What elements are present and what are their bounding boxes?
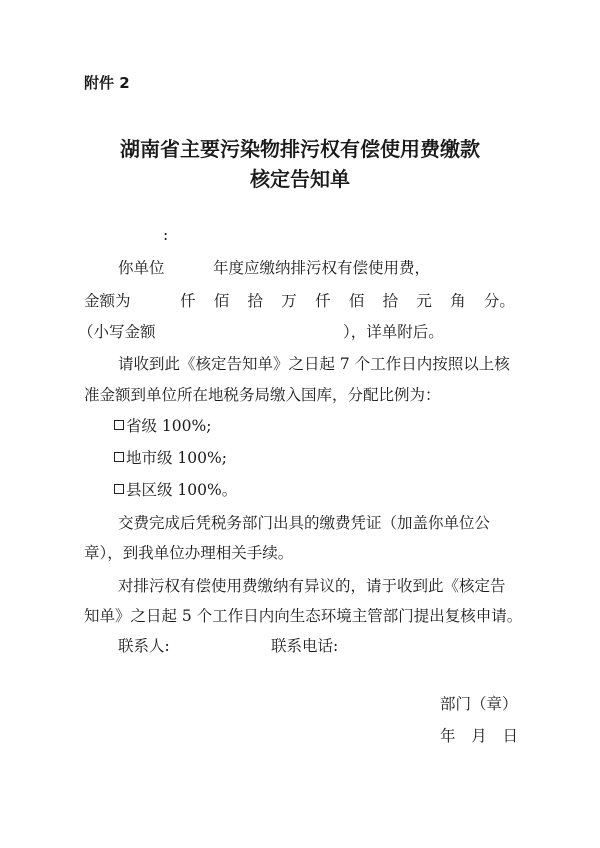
option-county-label: 县区级 100%。 — [126, 481, 238, 499]
unit-bai-1: 佰 — [213, 292, 230, 310]
unit-shi-2: 拾 — [382, 292, 399, 310]
option-city-label: 地市级 100%; — [126, 449, 227, 467]
unit-shi-1: 拾 — [247, 292, 264, 310]
objection-instruction-line1: 对排污权有偿使用费缴纳有异议的，请于收到此《核定告 — [118, 577, 506, 595]
contact-person-label: 联系人: — [118, 637, 170, 655]
option-city — [114, 446, 227, 468]
amount-units-row — [180, 289, 515, 311]
date-month: 月 — [471, 727, 487, 745]
date-row — [440, 724, 518, 746]
you-unit-label: 你单位 — [118, 259, 165, 277]
option-province — [114, 414, 211, 436]
completion-instruction-line1: 交费完成后凭税务部门出具的缴费凭证（加盖你单位公 — [118, 514, 491, 532]
checkbox-icon — [114, 420, 124, 430]
document-title-line1: 湖南省主要污染物排污权有偿使用费缴款 — [120, 137, 480, 161]
contact-phone-label: 联系电话: — [271, 637, 339, 655]
lowercase-amount-close: ），详单附后。 — [343, 323, 444, 341]
checkbox-icon — [114, 484, 124, 494]
unit-fen: 分。 — [483, 292, 515, 310]
year-fee-text: 年度应缴纳排污权有偿使用费， — [213, 259, 431, 277]
date-day: 日 — [502, 727, 518, 745]
unit-yuan: 元 — [416, 292, 432, 310]
objection-instruction-line2: 知单》之日起 5 个工作日内向生态环境主管部门提出复核申请。 — [84, 607, 523, 625]
option-county — [114, 478, 237, 500]
unit-qian-1: 仟 — [180, 292, 196, 310]
lowercase-amount-open: （小写金额 — [78, 323, 156, 341]
checkbox-icon — [114, 452, 124, 462]
payment-instruction-line2: 准金额到单位所在地税务局缴入国库，分配比例为： — [84, 386, 441, 404]
attachment-label: 附件 2 — [84, 74, 130, 92]
unit-bai-2: 佰 — [348, 292, 365, 310]
unit-jiao: 角 — [450, 292, 466, 310]
addressee-colon: : — [163, 226, 169, 244]
payment-instruction-line1: 请收到此《核定告知单》之日起 7 个工作日内按照以上核 — [118, 355, 510, 373]
department-seal-label: 部门（章） — [440, 695, 518, 713]
amount-label: 金额为 — [84, 292, 131, 310]
option-province-label: 省级 100%; — [126, 417, 212, 435]
document-title-line2: 核定告知单 — [250, 167, 350, 191]
unit-qian-2: 仟 — [315, 292, 331, 310]
date-year: 年 — [440, 727, 456, 745]
completion-instruction-line2: 章），到我单位办理相关手续。 — [84, 544, 294, 562]
unit-wan: 万 — [281, 292, 297, 310]
